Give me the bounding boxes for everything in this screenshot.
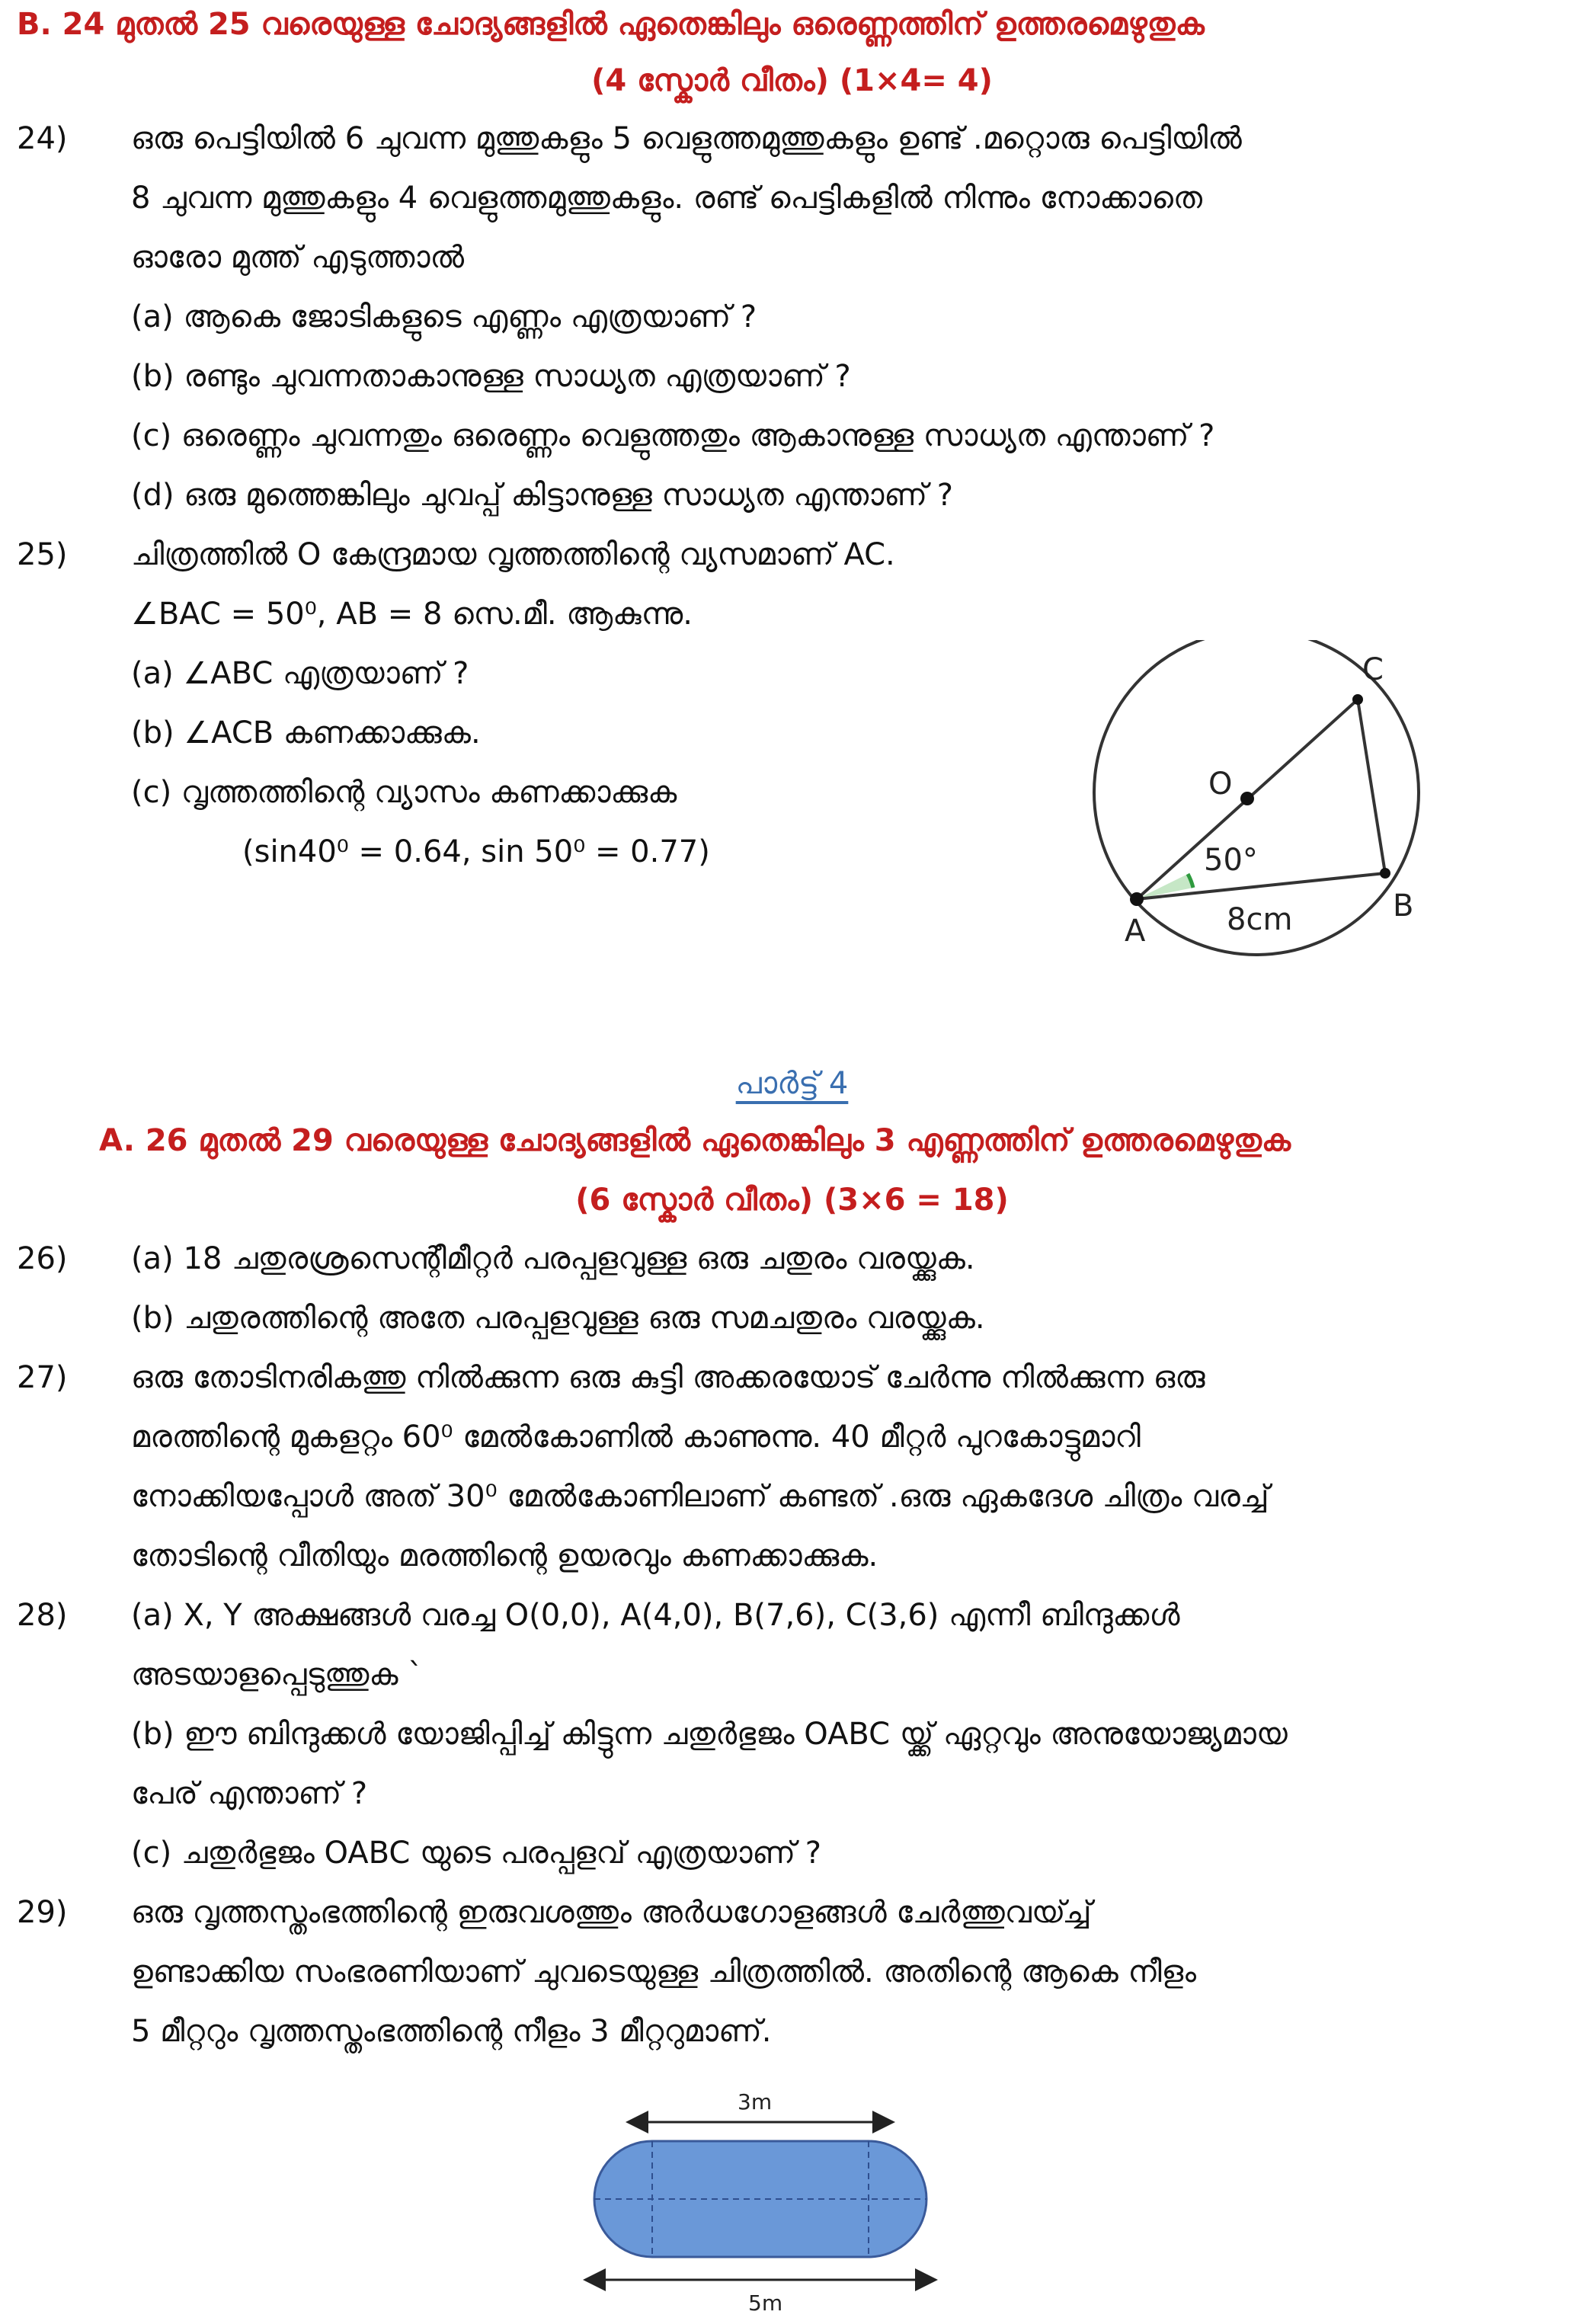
q29-text-line3: 5 മീറ്ററും വൃത്തസ്തംഭത്തിന്റെ നീളം 3 മീറ്ററുമാണ്. xyxy=(131,2014,772,2049)
q28-part-b-line2: പേര് എന്താണ് ? xyxy=(131,1776,368,1811)
q25-part-b: (b) ∠ACB കണക്കാക്കുക. xyxy=(131,715,481,751)
point-o xyxy=(1240,792,1254,805)
q24-part-d: (d) ഒരു മുത്തെങ്കിലും ചുവപ്പ് കിട്ടാനുള്ള സാധ്യത എന്താണ് ? xyxy=(131,478,953,513)
question-26-number: 26) xyxy=(17,1241,68,1276)
q26-part-b: (b) ചതുരത്തിന്റെ അതേ പരപ്പളവുള്ള ഒരു സമചതുരം വരയ്ക്കുക. xyxy=(131,1301,985,1336)
q24-part-c: (c) ഒരെണ്ണം ചുവന്നതും ഒരെണ്ണം വെളുത്തതും ആകാനുള്ള സാധ്യത എന്താണ് ? xyxy=(131,418,1215,453)
q25-hint: (sin40⁰ = 0.64, sin 50⁰ = 0.77) xyxy=(242,834,710,869)
section-b-heading: B. 24 മുതൽ 25 വരെയുള്ള ചോദ്യങ്ങളിൽ ഏതെങ്കിലും ഒരെണ്ണത്തിന് ഉത്തരമെഴുതുക xyxy=(17,7,1205,42)
q26-part-a: (a) 18 ചതുരശ്രസെന്റീമീറ്റർ പരപ്പളവുള്ള ഒരു ചതുരം വരയ്ക്കുക. xyxy=(131,1241,975,1276)
q24-part-b: (b) രണ്ടും ചുവന്നതാകാനുള്ള സാധ്യത എത്രയാണ് ? xyxy=(131,359,851,394)
bottom-dimension-label: 5m xyxy=(748,2290,783,2316)
capsule-figure xyxy=(579,2088,945,2316)
part4-heading: A. 26 മുതൽ 29 വരെയുള്ള ചോദ്യങ്ങളിൽ ഏതെങ്കിലും 3 എണ്ണത്തിന് ഉത്തരമെഴുതുക xyxy=(99,1123,1291,1158)
q25-text-line2: ∠BAC = 50⁰, AB = 8 സെ.മീ. ആകുന്നു. xyxy=(131,597,693,632)
point-a xyxy=(1130,892,1144,906)
q24-text-line3: ഓരോ മുത്ത് എടുത്താൽ xyxy=(131,240,465,275)
label-a: A xyxy=(1125,914,1146,949)
q25-part-a: (a) ∠ABC എത്രയാണ് ? xyxy=(131,656,469,691)
top-dimension-label: 3m xyxy=(738,2089,773,2114)
q24-text-line2: 8 ചുവന്ന മുത്തുകളും 4 വെളുത്തമുത്തുകളും. രണ്ട് പെട്ടികളിൽ നിന്നും നോക്കാതെ xyxy=(131,181,1203,216)
circle-figure xyxy=(1059,640,1455,960)
q24-part-a: (a) ആകെ ജോടികളുടെ എണ്ണം എത്രയാണ് ? xyxy=(131,299,757,335)
q29-text-line1: ഒരു വൃത്തസ്തംഭത്തിന്റെ ഇരുവശത്തും അർധഗോളങ്ങൾ ചേർത്തുവയ്ച്ച് xyxy=(131,1895,1092,1930)
angle-label: 50° xyxy=(1204,843,1258,878)
section-b-score: (4 സ്കോർ വീതം) (1×4= 4) xyxy=(591,63,993,98)
q27-text-line3: നോക്കിയപ്പോൾ അത് 30⁰ മേൽകോണിലാണ് കണ്ടത് .ഒരു ഏകദേശ ചിത്രം വരച്ച് xyxy=(131,1479,1269,1514)
q29-text-line2: ഉണ്ടാക്കിയ സംഭരണിയാണ് ചുവടെയുള്ള ചിത്രത്തിൽ. അതിന്റെ ആകെ നീളം xyxy=(131,1954,1196,1989)
question-27-number: 27) xyxy=(17,1360,68,1395)
label-b: B xyxy=(1393,888,1414,924)
side-label: 8cm xyxy=(1227,902,1293,937)
q27-text-line2: മരത്തിന്റെ മുകളറ്റം 60⁰ മേൽകോണിൽ കാണുന്നു. 40 മീറ്റർ പുറകോട്ടുമാറി xyxy=(131,1420,1141,1455)
part4-score: (6 സ്കോർ വീതം) (3×6 = 18) xyxy=(575,1183,1009,1218)
q28-part-b-line1: (b) ഈ ബിന്ദുക്കൾ യോജിപ്പിച്ച് കിട്ടുന്ന ചതുർഭുജം OABC യ്ക്ക് ഏറ്റവും അനുയോജ്യമായ xyxy=(131,1717,1288,1752)
q27-text-line4: തോടിന്റെ വീതിയും മരത്തിന്റെ ഉയരവും കണക്കാക്കുക. xyxy=(131,1538,878,1573)
q24-text-line1: ഒരു പെട്ടിയിൽ 6 ചുവന്ന മുത്തുകളും 5 വെളുത്തമുത്തുകളും ഉണ്ട് .മറ്റൊരു പെട്ടിയിൽ xyxy=(131,121,1242,156)
q25-part-c: (c) വൃത്തത്തിന്റെ വ്യാസം കണക്കാക്കുക xyxy=(131,775,677,810)
label-o: O xyxy=(1208,767,1233,802)
chord-bc xyxy=(1358,699,1385,873)
q28-part-a-line2: അടയാളപ്പെടുത്തുക ` xyxy=(131,1657,424,1692)
label-c: C xyxy=(1362,652,1384,687)
point-c xyxy=(1352,694,1363,705)
question-28-number: 28) xyxy=(17,1598,68,1633)
q25-text-line1: ചിത്രത്തിൽ O കേന്ദ്രമായ വൃത്തത്തിന്റെ വ്യസമാണ് AC. xyxy=(131,537,895,572)
question-29-number: 29) xyxy=(17,1895,68,1930)
part4-title: പാർട്ട് 4 xyxy=(735,1066,849,1101)
point-b xyxy=(1380,868,1390,879)
q27-text-line1: ഒരു തോടിനരികത്തു നിൽക്കുന്ന ഒരു കുട്ടി അക്കരയോട് ചേർന്നു നിൽക്കുന്ന ഒരു xyxy=(131,1360,1205,1395)
q28-part-a-line1: (a) X, Y അക്ഷങ്ങൾ വരച്ച O(0,0), A(4,0), B(7,6), C(3,6) എന്നീ ബിന്ദുക്കൾ xyxy=(131,1598,1180,1633)
question-24-number: 24) xyxy=(17,121,68,156)
question-25-number: 25) xyxy=(17,537,68,572)
q28-part-c: (c) ചതുർഭുജം OABC യുടെ പരപ്പളവ് എത്രയാണ് ? xyxy=(131,1836,822,1871)
part4-title-wrap xyxy=(0,1061,1584,1106)
